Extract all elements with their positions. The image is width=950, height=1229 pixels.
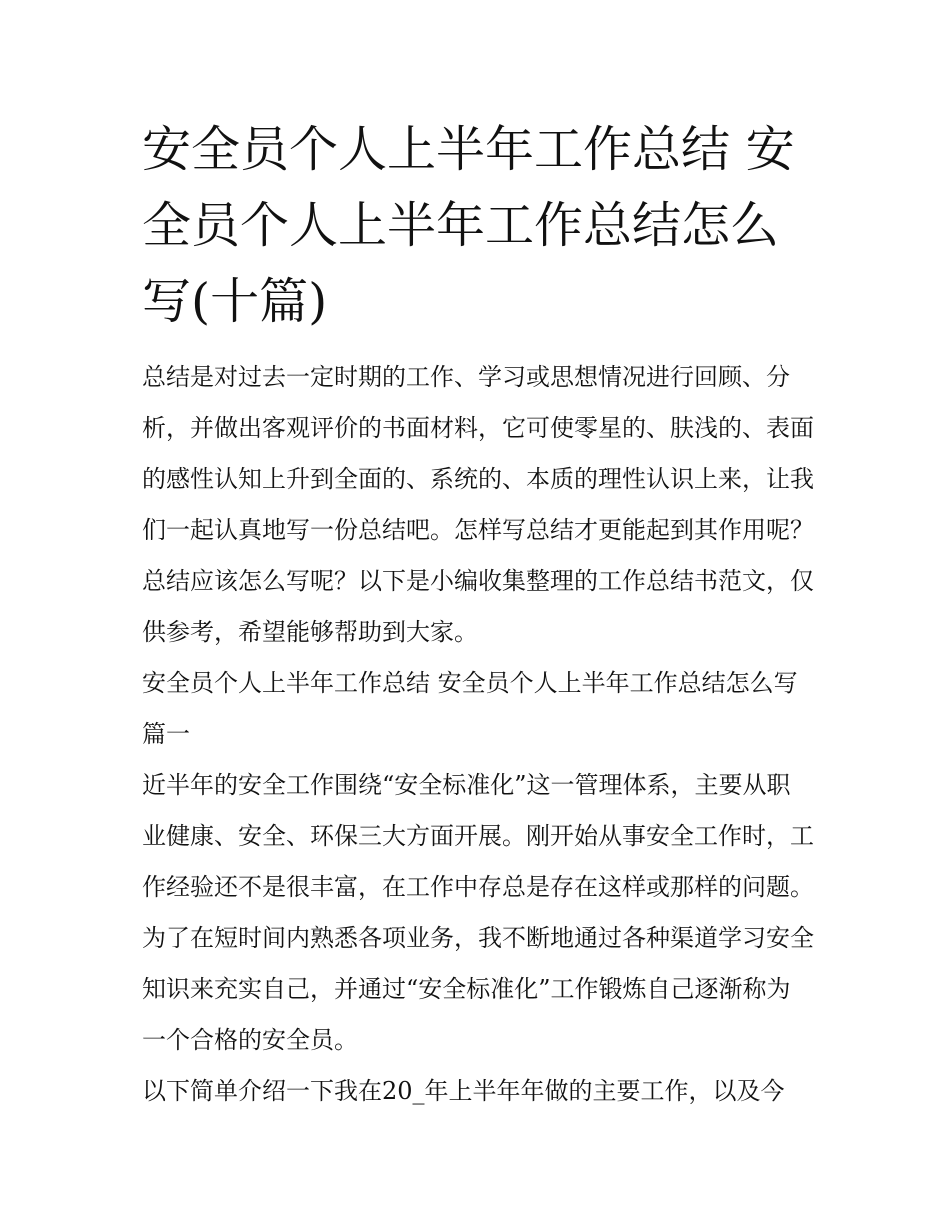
- section-heading: 安全员个人上半年工作总结 安全员个人上半年工作总结怎么写篇一: [142, 669, 798, 748]
- body-paragraph-1: 近半年的安全工作围绕“安全标准化”这一管理体系，主要从职业健康、安全、环保三大方面开展。刚开始从事安全工作时，工作经验还不是很丰富，在工作中存总是存在这样或那样的问题。为了在短时间内熟悉各项业务，我不断地通过各种渠道学习安全知识来充实自己，并通过“安全标准化”工作锻炼自己逐渐称为一个合格的安全员。: [142, 771, 814, 1054]
- document-content: [142, 112, 814, 1117]
- intro-paragraph: 总结是对过去一定时期的工作、学习或思想情况进行回顾、分析，并做出客观评价的书面材料，它可使零星的、肤浅的、表面的感性认知上升到全面的、系统的、本质的理性认识上来，让我们一起认真地写一份总结吧。怎样写总结才更能起到其作用呢？总结应该怎么写呢？以下是小编收集整理的工作总结书范文，仅供参考，希望能够帮助到大家。: [142, 363, 814, 646]
- body-paragraph-2: 以下简单介绍一下我在20_年上半年年做的主要工作，以及今: [142, 1077, 785, 1105]
- document-title: 安全员个人上半年工作总结 安全员个人上半年工作总结怎么写(十篇): [142, 121, 795, 330]
